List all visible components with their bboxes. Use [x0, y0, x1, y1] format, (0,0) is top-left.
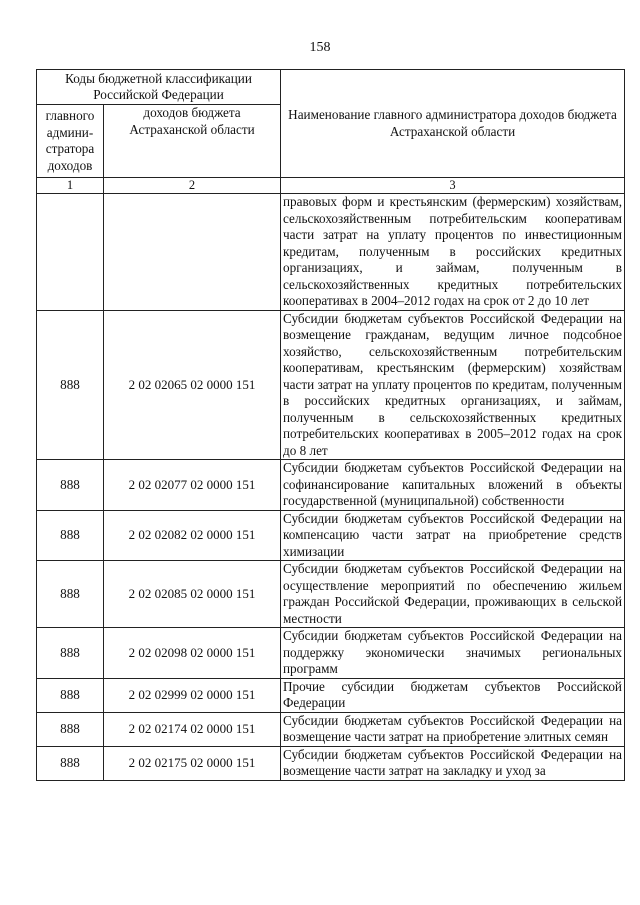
column-number-1: 1 [37, 178, 104, 194]
income-code-cell: 2 02 02174 02 0000 151 [104, 712, 281, 746]
name-column-header: Наименование главного администратора доходов бюджета Астраханской области [281, 70, 625, 178]
admin-code-cell: 888 [37, 678, 104, 712]
admin-code-cell: 888 [37, 746, 104, 780]
column-number-3: 3 [281, 178, 625, 194]
admin-code-cell [37, 194, 104, 311]
page-number: 158 [309, 40, 331, 55]
name-cell: Субсидии бюджетам субъектов Российской Федерации на возмещение гражданам, ведущим личное подсобное хозяйство, сельскохозяйственным потребительским кооперативам, крестьянским (фермерским) хозяйствам части затрат на уплату процентов по кредитам, полученным в российских кредитных организациях, и займам, полученным в сельскохозяйственных кредитных потребительских кооперативах в 2005–2012 годах на срок до 8 лет [281, 310, 625, 460]
table-row [37, 712, 625, 746]
name-cell: Субсидии бюджетам субъектов Российской Федерации на осуществление мероприятий по обеспечению жильем граждан Российской Федерации, проживающих в сельской местности [281, 561, 625, 628]
column-number-2: 2 [104, 178, 281, 194]
admin-code-cell: 888 [37, 460, 104, 511]
income-code-cell: 2 02 02085 02 0000 151 [104, 561, 281, 628]
table-row [37, 460, 625, 511]
name-cell: Субсидии бюджетам субъектов Российской Федерации на возмещение части затрат на приобретение элитных семян [281, 712, 625, 746]
table-row [37, 510, 625, 561]
table-row [37, 310, 625, 460]
name-cell: Субсидии бюджетам субъектов Российской Федерации на софинансирование капитальных вложений в объекты государственной (муниципальной) собственности [281, 460, 625, 511]
table-row [37, 561, 625, 628]
income-code-cell: 2 02 02082 02 0000 151 [104, 510, 281, 561]
name-cell: Субсидии бюджетам субъектов Российской Федерации на поддержку экономически значимых региональных программ [281, 628, 625, 679]
admin-code-cell: 888 [37, 628, 104, 679]
income-code-cell: 2 02 02065 02 0000 151 [104, 310, 281, 460]
admin-column-header: главного админи-стратора доходов [37, 105, 104, 178]
income-code-cell [104, 194, 281, 311]
column-number-row [37, 178, 625, 194]
admin-code-cell: 888 [37, 712, 104, 746]
name-cell: Субсидии бюджетам субъектов Российской Федерации на возмещение части затрат на закладку и уход за [281, 746, 625, 780]
income-code-cell: 2 02 02175 02 0000 151 [104, 746, 281, 780]
table-row [37, 194, 625, 311]
admin-code-cell: 888 [37, 310, 104, 460]
codes-group-header: Коды бюджетной классификации Российской Федерации [37, 70, 281, 105]
admin-code-cell: 888 [37, 561, 104, 628]
budget-classification-table [36, 69, 625, 781]
table-row [37, 678, 625, 712]
income-code-cell: 2 02 02077 02 0000 151 [104, 460, 281, 511]
code-column-header: доходов бюджета Астраханской области [104, 105, 281, 178]
income-code-cell: 2 02 02098 02 0000 151 [104, 628, 281, 679]
name-cell: правовых форм и крестьянским (фермерским) хозяйствам, сельскохозяйственным потребительским кооперативам части затрат на уплату процентов по инвестиционным кредитам, полученным в российских кредитных организациях, и займам, полученным в сельскохозяйственных кредитных потребительских кооперативах в 2004–2012 годах на срок от 2 до 10 лет [281, 194, 625, 311]
name-cell: Субсидии бюджетам субъектов Российской Федерации на компенсацию части затрат на приобретение средств химизации [281, 510, 625, 561]
header-row-group [37, 70, 625, 105]
table-row [37, 746, 625, 780]
income-code-cell: 2 02 02999 02 0000 151 [104, 678, 281, 712]
name-cell: Прочие субсидии бюджетам субъектов Российской Федерации [281, 678, 625, 712]
table-row [37, 628, 625, 679]
admin-code-cell: 888 [37, 510, 104, 561]
